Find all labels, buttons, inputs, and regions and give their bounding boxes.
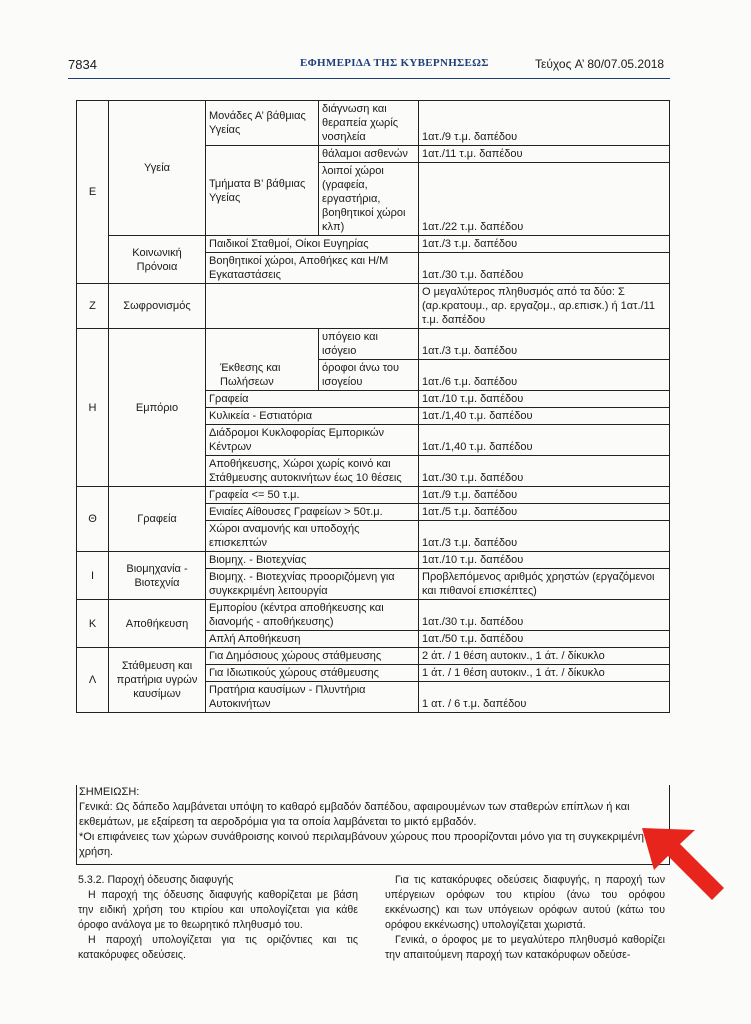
subcategory: Χώροι αναμονής και υποδοχής επισκεπτών [206,521,419,552]
section-heading: 5.3.2. Παροχή όδευσης διαφυγής [78,874,234,886]
table-row [77,648,670,665]
category-letter: Η [77,329,109,487]
subcategory: Γραφεία [206,391,419,408]
table-row [77,552,670,569]
gazette-title: ΕΦΗΜΕΡΙΔΑ ΤΗΣ ΚΥΒΕΡΝΗΣΕΩΣ [300,57,489,69]
subcategory: Βιομηχ. - Βιοτεχνίας προοριζόμενη για συγκεκριμένη λειτουργία [206,569,419,600]
subcategory: Για Δημόσιους χώρους στάθμευσης [206,648,419,665]
subcategory: Ενιαίες Αίθουσες Γραφείων > 50τ.μ. [206,504,419,521]
category-letter: Λ [77,648,109,713]
occupancy-rate: 2 άτ. / 1 θέση αυτοκιν., 1 άτ. / δίκυκλο [419,648,670,665]
occupancy-rate: 1ατ./5 τ.μ. δαπέδου [419,504,670,521]
occupancy-rate: 1ατ./6 τ.μ. δαπέδου [419,360,670,391]
category-letter: Ε [77,101,109,284]
category-letter: Ι [77,552,109,600]
space-type: θάλαμοι ασθενών [319,146,419,163]
occupancy-rate: 1ατ./11 τ.μ. δαπέδου [419,146,670,163]
category-letter: Κ [77,600,109,648]
occupancy-rate: 1ατ./3 τ.μ. δαπέδου [419,236,670,253]
occupancy-rate: 1ατ./9 τ.μ. δαπέδου [419,487,670,504]
note-general: Γενικά: Ως δάπεδο λαμβάνεται υπόψη το καθαρό εμβαδόν δαπέδου, αφαιρουμένων των σταθερών επίπλων ή και εκθεμάτων, με εξαίρεση τα αεροδρόμια για τα οποία λαμβάνεται το μικτό εμβαδόν. [79,801,630,828]
category-name: Σωφρονισμός [109,284,206,329]
paragraph: Η παροχή της όδευσης διαφυγής καθορίζεται με βάση την ειδική χρήση του κτιρίου και υπολογίζεται για κάθε όροφο ανάλογα με το θεωρητικό πληθυσμό του. [78,889,358,931]
body-column-right [385,873,665,963]
occupancy-rate: Προβλεπόμενος αριθμός χρηστών (εργαζόμενοι και πιθανοί επισκέπτες) [419,569,670,600]
category-name: Κοινωνική Πρόνοια [109,236,206,284]
category-letter: Θ [77,487,109,552]
occupancy-rate: 1ατ./30 τ.μ. δαπέδου [419,600,670,631]
table-row [77,600,670,631]
subcategory: Αποθήκευσης, Χώροι χωρίς κοινό και Στάθμευσης αυτοκινήτων έως 10 θέσεις [206,456,419,487]
paragraph: Γενικά, ο όροφος με το μεγαλύτερο πληθυσμό καθορίζει την απαιτούμενη παροχή των κατακόρυφων οδεύσε- [385,934,665,961]
occupancy-rate: 1ατ./3 τ.μ. δαπέδου [419,521,670,552]
occupancy-rate: 1ατ./10 τ.μ. δαπέδου [419,552,670,569]
space-type: όροφοι άνω του ισογείου [319,360,419,391]
subcategory: Τμήματα Β’ βάθμιας Υγείας [206,146,319,236]
occupancy-rate: 1ατ./10 τ.μ. δαπέδου [419,391,670,408]
occupancy-rate: 1 άτ. / 1 θέση αυτοκιν., 1 άτ. / δίκυκλο [419,665,670,682]
occupancy-table [76,100,670,713]
note-asterisk: *Οι επιφάνειες των χώρων συνάθροισης κοινού περιλαμβάνουν χώρους που προορίζονται μόνο για τη συγκεκριμένη χρήση. [79,831,645,858]
space-type: διάγνωση και θεραπεία χωρίς νοσηλεία [319,101,419,146]
occupancy-rate: 1ατ./50 τ.μ. δαπέδου [419,631,670,648]
subcategory [206,284,419,329]
subcategory: Για Ιδιωτικούς χώρους στάθμευσης [206,665,419,682]
category-name: Υγεία [109,101,206,236]
body-column-left [78,873,358,963]
paragraph: Για τις κατακόρυφες οδεύσεις διαφυγής, η παροχή των υπέργειων ορόφων του κτιρίου (άνω του ορόφου εκκένωσης) και των υπόγειων ορόφων αυτού (κάτω του ορόφου εκκένωσης) υπολογίζεται χωριστά. [385,874,665,931]
space-type: λοιποί χώροι (γραφεία, εργαστήρια, βοηθητικοί χώροι κλπ) [319,163,419,236]
subcategory: Απλή Αποθήκευση [206,631,419,648]
occupancy-rate: 1ατ./22 τ.μ. δαπέδου [419,163,670,236]
table-row [77,101,670,146]
subcategory: Βιομηχ. - Βιοτεχνίας [206,552,419,569]
category-name: Βιομηχανία - Βιοτεχνία [109,552,206,600]
subcategory: Παιδικοί Σταθμοί, Οίκοι Ευγηρίας [206,236,419,253]
table-row [77,487,670,504]
table-row [77,236,670,253]
occupancy-rate: 1ατ./1,40 τ.μ. δαπέδου [419,408,670,425]
occupancy-rate: 1ατ./30 τ.μ. δαπέδου [419,456,670,487]
issue-label: Τεύχος A’ 80/07.05.2018 [535,57,665,71]
occupancy-rate: 1 ατ. / 6 τ.μ. δαπέδου [419,682,670,713]
category-letter: Ζ [77,284,109,329]
subcategory: Έκθεσης και Πωλήσεων [206,329,319,391]
occupancy-rate: 1ατ./9 τ.μ. δαπέδου [419,101,670,146]
subcategory: Εμπορίου (κέντρα αποθήκευσης και διανομής - αποθήκευσης) [206,600,419,631]
note-heading: ΣΗΜΕΙΩΣΗ: [79,786,140,798]
page-number: 7834 [68,57,97,72]
category-name: Στάθμευση και πρατήρια υγρών καυσίμων [109,648,206,713]
subcategory: Κυλικεία - Εστιατόρια [206,408,419,425]
occupancy-rate: 1ατ./30 τ.μ. δαπέδου [419,253,670,284]
table-row [77,329,670,360]
space-type: υπόγειο και ισόγειο [319,329,419,360]
paragraph: Η παροχή υπολογίζεται για τις οριζόντιες και τις κατακόρυφες οδεύσεις. [78,934,358,961]
subcategory: Βοηθητικοί χώροι, Αποθήκες και Η/Μ Εγκαταστάσεις [206,253,419,284]
subcategory: Πρατήρια καυσίμων - Πλυντήρια Αυτοκινήτων [206,682,419,713]
category-name: Εμπόριο [109,329,206,487]
occupancy-rate: Ο μεγαλύτερος πληθυσμός από τα δύο: Σ (αρ.κρατουμ., αρ. εργαζομ., αρ.επισκ.) ή 1ατ./11 τ.μ. δαπέδου [419,284,670,329]
header-divider [68,78,670,79]
table-row [77,284,670,329]
category-name: Γραφεία [109,487,206,552]
category-name: Αποθήκευση [109,600,206,648]
subcategory: Μονάδες Α’ βάθμιας Υγείας [206,101,319,146]
occupancy-rate: 1ατ./1,40 τ.μ. δαπέδου [419,425,670,456]
subcategory: Γραφεία <= 50 τ.μ. [206,487,419,504]
table-note [76,785,664,860]
occupancy-rate: 1ατ./3 τ.μ. δαπέδου [419,329,670,360]
subcategory: Διάδρομοι Κυκλοφορίας Εμπορικών Κέντρων [206,425,419,456]
